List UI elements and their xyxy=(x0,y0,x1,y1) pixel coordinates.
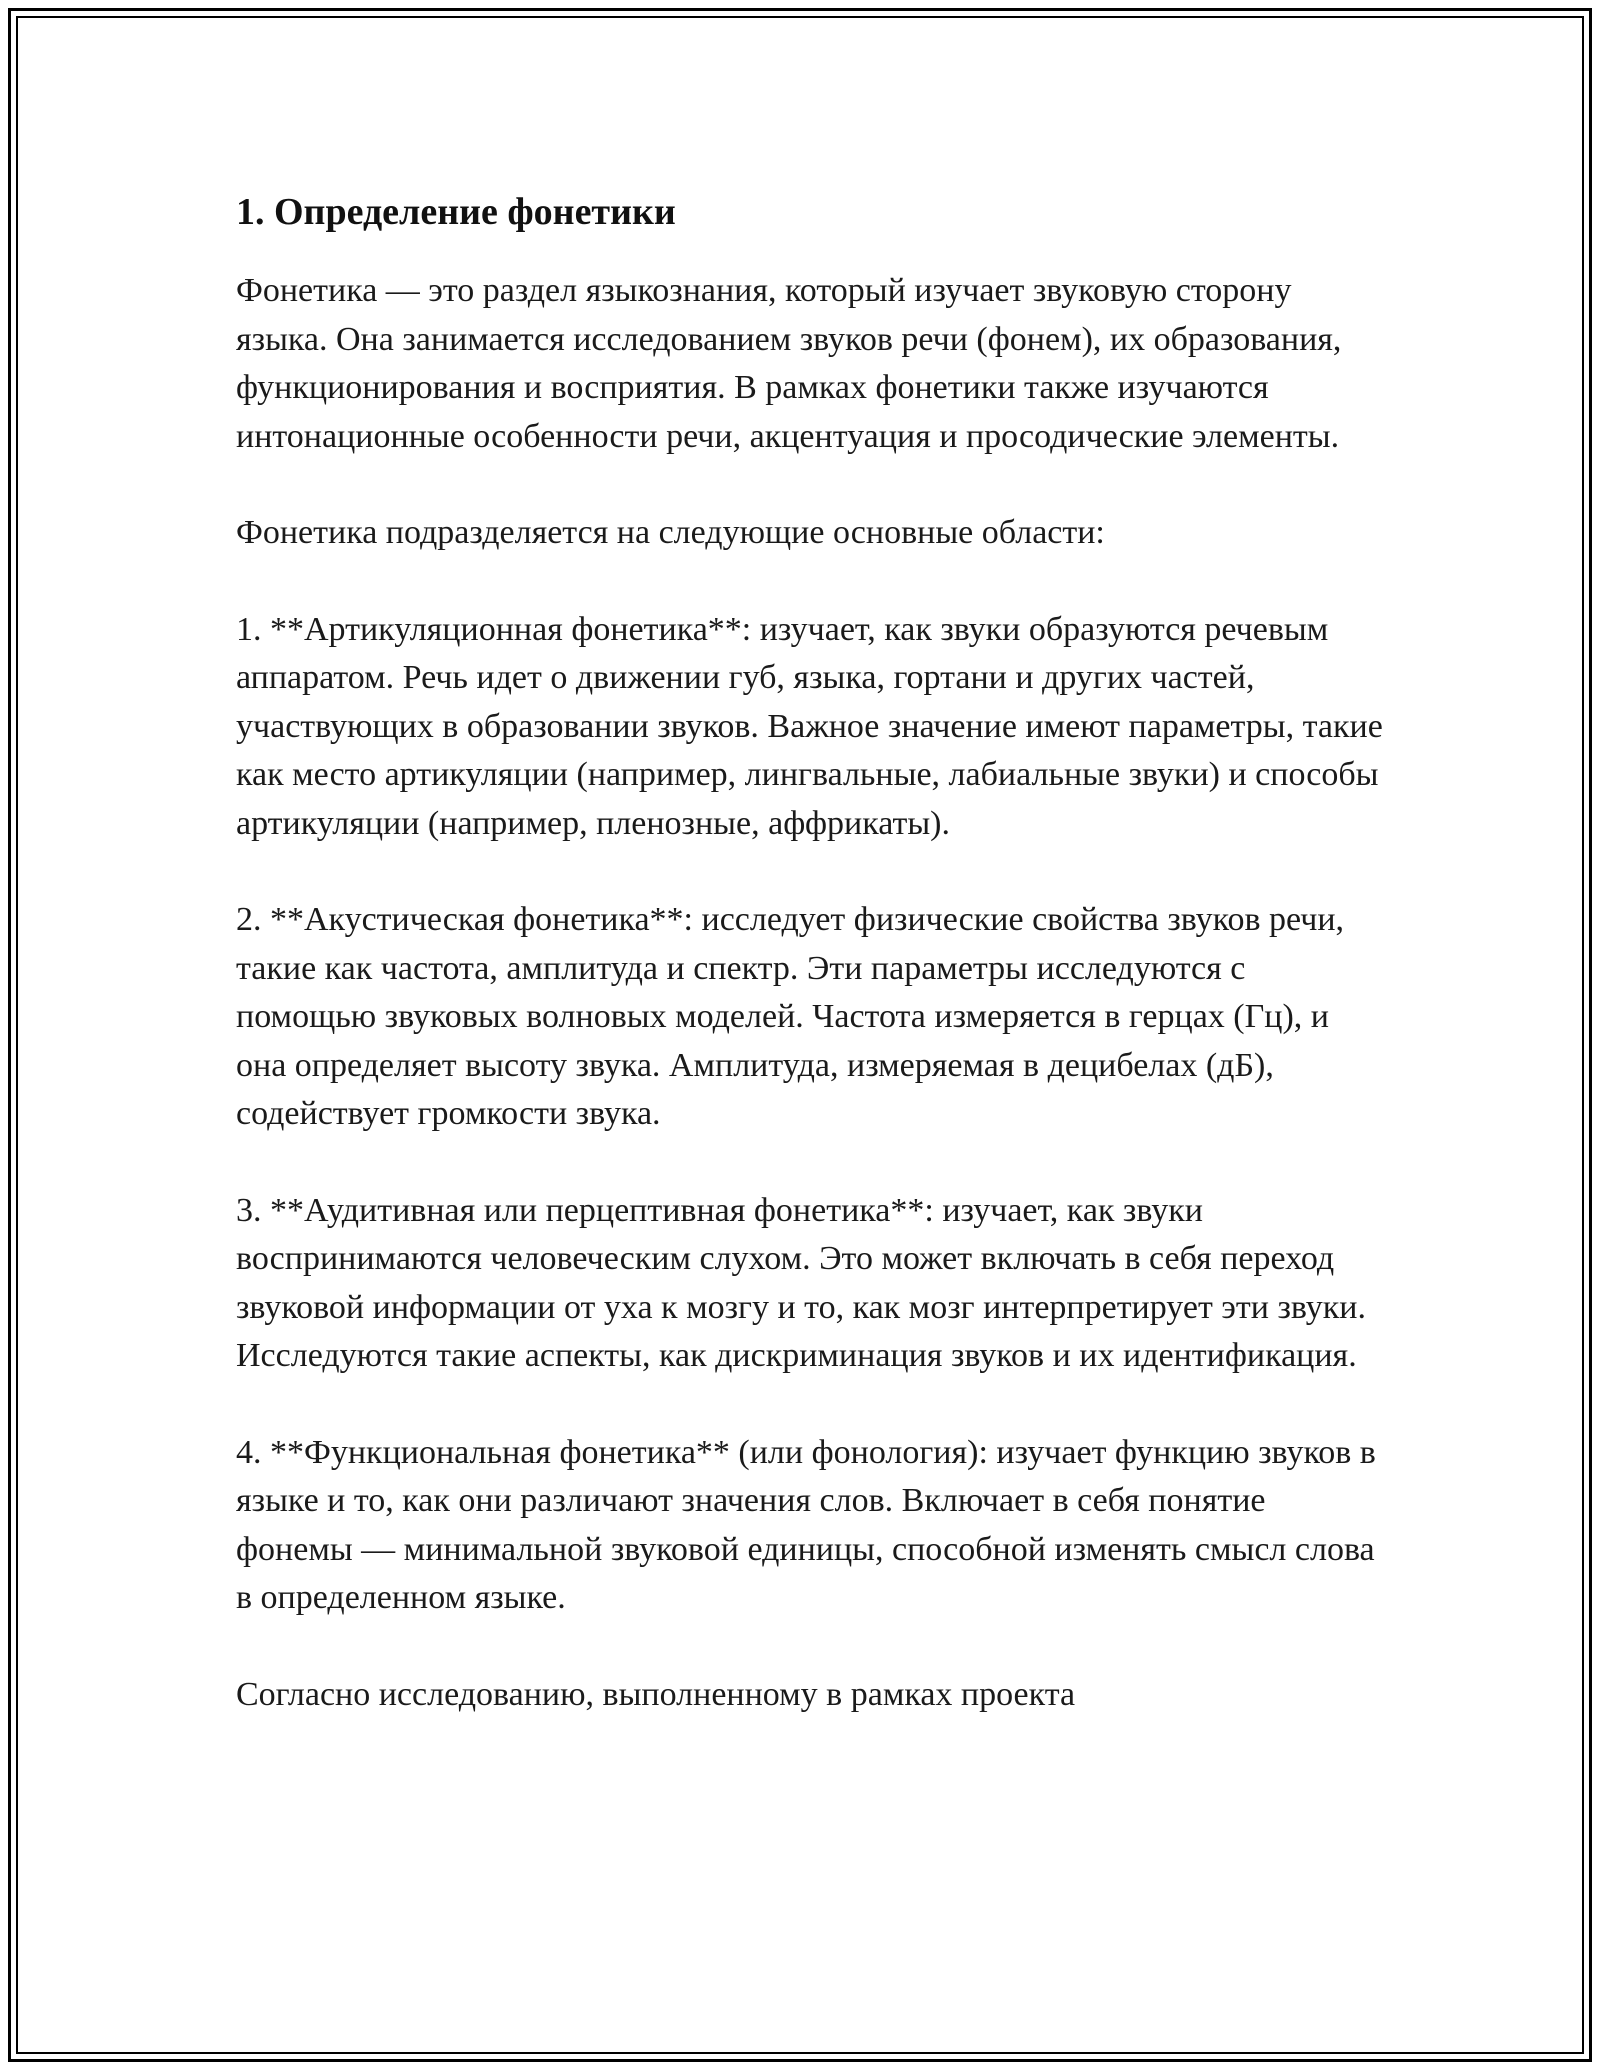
auditory-phonetics-paragraph: 3. **Аудитивная или перцептивная фонетика**: изучает, как звуки воспринимаются человеческим слухом. Это может включать в себя переход звуковой информации от уха к мозгу и то, как мозг интерпретирует эти звуки. Исследуются такие аспекты, как дискриминация звуков и их идентификация. xyxy=(236,1191,1366,1374)
functional-phonetics-paragraph: 4. **Функциональная фонетика** (или фонология): изучает функцию звуков в языке и то, как они различают значения слов. Включает в себя понятие фонемы — минимальной звуковой единицы, способной изменять смысл слова в определенном языке. xyxy=(236,1433,1376,1616)
acoustic-phonetics-paragraph: 2. **Акустическая фонетика**: исследует физические свойства звуков речи, такие как частота, амплитуда и спектр. Эти параметры исследуются с помощью звуковых волновых моделей. Частота измеряется в герцах (Гц), и она определяет высоту звука. Амплитуда, измеряемая в децибелах (дБ), содействует громкости звука. xyxy=(236,901,1345,1132)
closing-paragraph: Согласно исследованию, выполненному в рамках проекта xyxy=(236,1675,1076,1713)
articulatory-phonetics-paragraph: 1. **Артикуляционная фонетика**: изучает, как звуки образуются речевым аппаратом. Речь идет о движении губ, языка, гортани и других частей, участвующих в образовании звуков. Важное значение имеют параметры, такие как место артикуляции (например, лингвальные, лабиальные звуки) и способы артикуляции (например, пленозные, аффрикаты). xyxy=(236,610,1383,842)
areas-intro-paragraph: Фонетика подразделяется на следующие основные области: xyxy=(236,514,1105,551)
document-body xyxy=(236,185,1386,1719)
section-heading: 1. Определение фонетики xyxy=(236,191,676,233)
intro-paragraph: Фонетика — это раздел языкознания, который изучает звуковую сторону языка. Она занимается исследованием звуков речи (фонем), их образования, функционирования и восприятия. В рамках фонетики также изучаются интонационные особенности речи, акцентуация и просодические элементы. xyxy=(236,272,1342,455)
